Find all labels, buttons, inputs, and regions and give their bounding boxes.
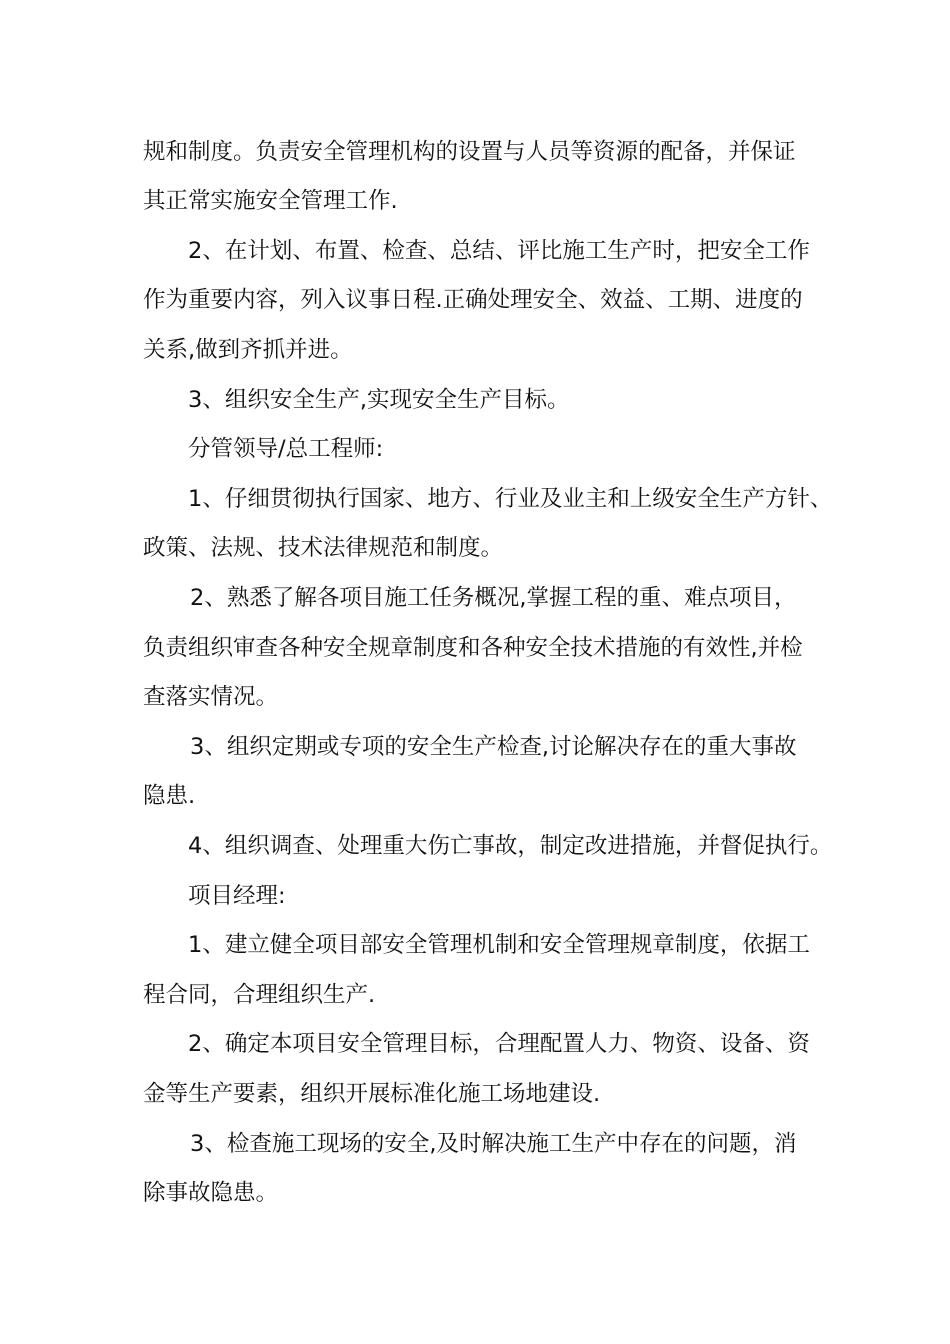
text-line: 负责组织审查各种安全规章制度和各种安全技术措施的有效性,并检 [143, 635, 803, 661]
text-line: 2、熟悉了解各项目施工任务概况,掌握工程的重、难点项目， [190, 585, 797, 611]
text-line: 隐患. [143, 783, 196, 809]
text-line: 2、确定本项目安全管理目标，合理配置人力、物资、设备、资 [188, 1031, 810, 1057]
section-heading: 分管领导/总工程师: [188, 436, 384, 462]
text-line: 4、组织调查、处理重大伤亡事故，制定改进措施，并督促执行。 [188, 833, 833, 859]
text-line: 1、建立健全项目部安全管理机制和安全管理规章制度，依据工 [188, 932, 810, 958]
text-line: 规和制度。负责安全管理机构的设置与人员等资源的配备，并保证 [143, 139, 796, 165]
text-line: 2、在计划、布置、检查、总结、评比施工生产时，把安全工作 [188, 238, 810, 264]
text-line: 3、检查施工现场的安全,及时解决施工生产中存在的问题，消 [190, 1131, 797, 1157]
text-line: 金等生产要素，组织开展标准化施工场地建设. [143, 1081, 601, 1107]
text-line: 关系,做到齐抓并进。 [143, 337, 353, 363]
text-line: 3、组织定期或专项的安全生产检查,讨论解决存在的重大事故 [190, 734, 797, 760]
section-heading: 项目经理: [188, 883, 286, 909]
text-line: 查落实情况。 [143, 684, 279, 710]
text-line: 3、组织安全生产,实现安全生产目标。 [188, 387, 570, 413]
text-line: 程合同，合理组织生产. [143, 982, 376, 1008]
text-line: 1、仔细贯彻执行国家、地方、行业及业主和上级安全生产方针、 [188, 486, 833, 512]
text-line: 其正常实施安全管理工作. [143, 188, 398, 214]
text-line: 作为重要内容，列入议事日程.正确处理安全、效益、工期、进度的 [143, 287, 803, 313]
text-line: 除事故隐患。 [143, 1180, 279, 1206]
text-line: 政策、法规、技术法律规范和制度。 [143, 535, 504, 561]
